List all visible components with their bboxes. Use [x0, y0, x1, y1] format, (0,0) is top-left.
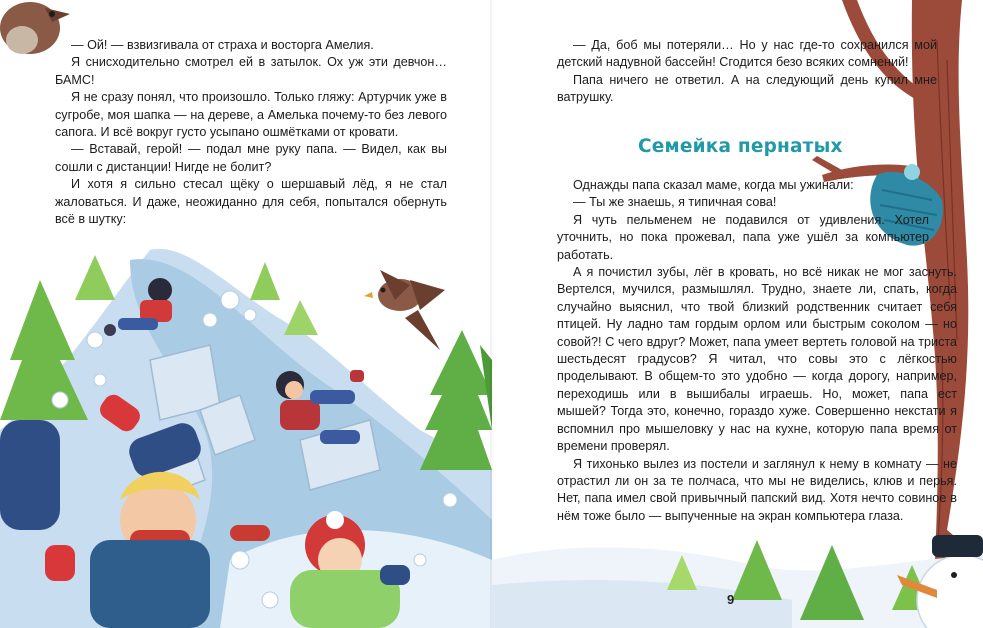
- paragraph: И хотя я сильно стесал щёку о шершавый лёд, я не стал жаловаться. И даже, неожиданно для себя, попытался обернуть всё в шутку:: [55, 177, 447, 227]
- paragraph: Папа ничего не ответил. А на следующий день купил мне ватрушку.: [557, 72, 937, 105]
- right-page: [492, 0, 983, 628]
- left-page-text: [55, 37, 447, 228]
- chapter-title: Семейка пернатых: [638, 136, 843, 157]
- right-page-top-text: [557, 37, 937, 107]
- paragraph: — Вставай, герой! — подал мне руку папа. — Видел, как вы сошли с дистанции! Нигде не болит?: [55, 142, 447, 174]
- paragraph: Я чуть пельменем не подавился от удивления. Хотел уточнить, но пока прожевал, папа уже ушёл за компьютер работать.: [557, 212, 929, 262]
- paragraph: Однажды папа сказал маме, когда мы ужинали:: [573, 178, 854, 192]
- paragraph: — Ой! — взвизгивала от страха и восторга Амелия.: [71, 38, 374, 52]
- pine-tree-right: [420, 330, 492, 470]
- flying-bird: [364, 270, 445, 350]
- page-number: 9: [727, 592, 735, 607]
- paragraph: — Ты же знаешь, я типичная сова!: [573, 195, 777, 210]
- paragraph: Я не сразу понял, что произошло. Только гляжу: Артурчик уже в сугробе, моя шапка — на дереве, а Амелька почему-то без левого сапога. И всё вокруг густо усыпано ошмётками от кровати.: [55, 90, 447, 140]
- paragraph: Я тихонько вылез из постели и заглянул к нему в комнату — не отрастил ли он за те полчаса, что мы не виделись, клюв и перья. Нет, папа имел свой привычный папский вид. Хотя нечто совиное в нём тоже было — выпученные на экран компьютера глаза.: [557, 456, 957, 523]
- paragraph: Я снисходительно смотрел ей в затылок. Ох уж эти девчон… БАМС!: [55, 55, 447, 87]
- paragraph: А я почистил зубы, лёг в кровать, но всё никак не мог заснуть. Вертелся, мучился, размышлял. Трудно, знаете ли, спать, когда случайно выяснил, что твой близкий родственник считает себя птицей. Ну ладно там гордым орлом или быстрым соколом — но совой?! С чего вдруг? Может, папа умеет вертеть головой на триста шестьдесят градусов? Я читал, что совы это с лёгкостью проделывают. В общем-то это удобно — когда дорогу, например, переходишь или в вышибалы играешь. Но, может, папа ест мышей? Тогда это, конечно, гораздо хуже. Совершенно некстати я вспомнил про мышеловку у нас на кухне, которую папа время от времени проверял.: [557, 265, 957, 454]
- paragraph: — Да, боб мы потеряли… Но у нас где-то сохранился мой детский надувной бассейн! Сгодится безо всяких сомнений!: [557, 38, 937, 70]
- right-page-main-text: [557, 177, 957, 525]
